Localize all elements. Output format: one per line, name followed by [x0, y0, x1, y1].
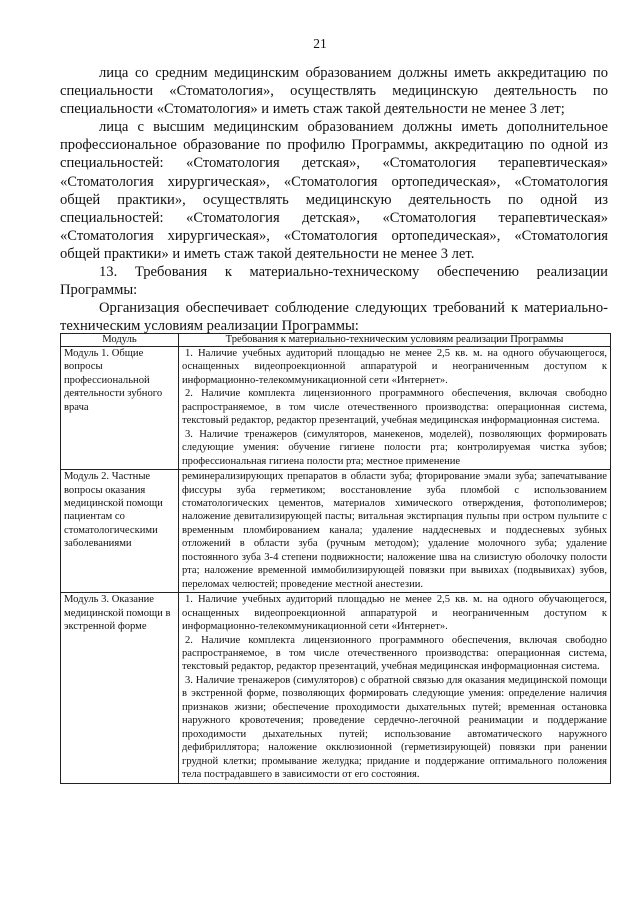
table-row [61, 470, 611, 593]
module-1-cell: Модуль 1. Общие вопросы профессиональной деятельности зубного врача [61, 347, 179, 470]
page-number: 21 [313, 36, 327, 51]
requirement-item: 1. Наличие учебных аудиторий площадью не менее 2,5 кв. м. на одного обучающегося, оснащенных видеопроекционной аппаратурой и неограниченным доступом к информационно-телекоммуникационной сети «Интернет». [182, 348, 607, 386]
header-module: Модуль [61, 334, 179, 347]
module-1-requirements [179, 347, 611, 470]
module-2-cell: Модуль 2. Частные вопросы оказания медицинской помощи пациентам со стоматологическими заболеваниями [61, 470, 179, 593]
paragraph-secondary-education: лица со средним медицинским образованием должны иметь аккредитацию по специальности «Стоматология», осуществлять медицинскую деятельность по специальности «Стоматология» и иметь стаж такой деятельности не менее 3 лет; [60, 65, 608, 118]
module-2-requirements [179, 470, 611, 593]
table-row [61, 347, 611, 470]
requirement-item: 3. Наличие тренажеров (симуляторов) с обратной связью для оказания медицинской помощи в экстренной форме, позволяющих формировать следующие умения: определение наличия признаков жизни; обеспечение проходимости дыхательных путей; временная остановка наружного кровотечения; проведение сердечно-легочной реанимации и поддержание проходимости дыхательных путей; использование автоматического наружного дефибриллятора; наложение окклюзионной (герметизирующей) повязки при ранении грудной клетки; промывание желудка; придание и поддержание оптимального положения тела пострадавшего в зависимости от его состояния. [182, 674, 607, 781]
requirement-item: реминерализирующих препаратов в области зуба; фторирование эмали зуба; запечатывание фиссуры зуба герметиком; восстановление зуба пломбой с использованием стоматологических цементов, материалов химического отверждения, фотополимеров; наложение девитализирующей пасты; витальная экстирпация пульпы при остром пульпите с временным пломбированием канала; удаление наддесневых и поддесневых зубных отложений в области зуба (ручным методом); удаление молочного зуба; удаление постоянного зуба 3-4 степени подвижности; наложение шва на слизистую оболочку полости рта; наложение временной иммобилизирующей повязки при вывихах (подвывихах) зубов, переломах челюстей; проведение местной анестезии. [182, 471, 607, 590]
module-3-cell: Модуль 3. Оказание медицинской помощи в экстренной форме [61, 593, 179, 783]
table-row [61, 593, 611, 783]
requirement-item: 1. Наличие учебных аудиторий площадью не менее 2,5 кв. м. на одного обучающегося, оснащенных видеопроекционной аппаратурой и неограниченным доступом к информационно-телекоммуникационной сети «Интернет». [182, 594, 607, 633]
paragraph-higher-education: лица с высшим медицинским образованием должны иметь дополнительное профессиональное образование по профилю Программы, аккредитацию по одной из специальностей: «Стоматология детская», «Стоматология терапевтическая» «Стоматология хирургическая», «Стоматология ортопедическая», «Стоматология общей практики», осуществлять медицинскую деятельность по одной из специальностей: «Стоматология детская», «Стоматология терапевтическая» «Стоматология хирургическая», «Стоматология ортопедическая», «Стоматология общей практики» и иметь стаж такой деятельности не менее 3 лет. [60, 119, 608, 262]
requirement-item: 2. Наличие комплекта лицензионного программного обеспечения, включая свободно распространяемое, в том числе отечественного производства: операционная система, текстовый редактор, редактор презентаций, учебная медицинская информационная система. [182, 634, 607, 673]
module-3-requirements [179, 593, 611, 783]
body-text [60, 64, 608, 335]
requirement-item: 3. Наличие тренажеров (симуляторов, манекенов, моделей), позволяющих формировать следующие умения: обучение гигиене полости рта; контролируемая чистка зубов; профессиональная гигиена полости рта; местное применение [182, 428, 607, 467]
paragraph-section-13-heading: 13. Требования к материально-техническому обеспечению реализации Программы: [60, 264, 608, 299]
paragraph-organization-requirements: Организация обеспечивает соблюдение следующих требований к материально-техническим условиям реализации Программы: [60, 300, 608, 335]
header-requirements: Требования к материально-техническим условиям реализации Программы [179, 334, 611, 347]
table-header-row [61, 334, 611, 347]
requirement-item: 2. Наличие комплекта лицензионного программного обеспечения, включая свободно распространяемое, в том числе отечественного производства: операционная система, текстовый редактор, редактор презентаций, учебная медицинская информационная система. [182, 388, 607, 427]
requirements-table [60, 333, 611, 784]
